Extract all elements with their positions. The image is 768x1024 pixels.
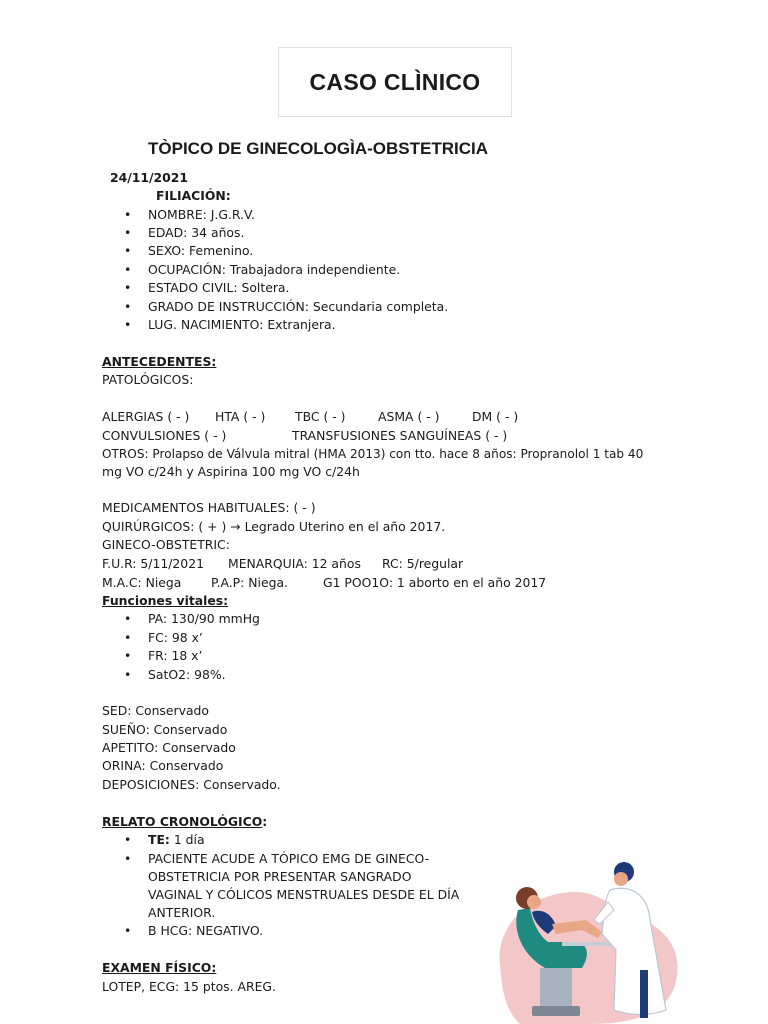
bullet: • <box>124 648 132 663</box>
g1: G1 POO1O: 1 aborto en el año 2017 <box>323 575 547 590</box>
te-line <box>148 832 205 848</box>
gynecology-exam-illustration <box>490 850 690 1024</box>
bullet: • <box>124 630 132 645</box>
bullet: • <box>124 667 132 682</box>
fur: F.U.R: 5/11/2021 <box>102 556 204 571</box>
transfusiones: TRANSFUSIONES SANGUÍNEAS ( - ) <box>292 428 508 443</box>
chair-base <box>540 968 572 1010</box>
chair-foot <box>532 1006 580 1016</box>
rc: RC: 5/regular <box>382 556 464 571</box>
filiacion-item: ESTADO CIVIL: Soltera. <box>148 280 290 295</box>
examen-line: LOTEP, ECG: 15 ptos. AREG. <box>102 979 276 994</box>
gineco-label: GINECO-OBSTETRIC: <box>102 537 230 552</box>
bullet: • <box>124 317 132 332</box>
bullet: • <box>124 611 132 626</box>
bullet: • <box>124 262 132 277</box>
bullet: • <box>124 923 132 938</box>
te-label: TE: <box>148 832 170 847</box>
otros-line-2: mg VO c/24h y Aspirina 100 mg VO c/24h <box>102 464 360 479</box>
medicamentos: MEDICAMENTOS HABITUALES: ( - ) <box>102 500 316 515</box>
page-subtitle: TÒPICO DE GINECOLOGÌA-OBSTETRICIA <box>148 139 489 158</box>
asma: ASMA ( - ) <box>378 409 440 424</box>
patient-face <box>527 895 541 909</box>
bullet: • <box>124 299 132 314</box>
antecedentes-heading: ANTECEDENTES: <box>102 354 217 369</box>
filiacion-heading: FILIACIÓN: <box>156 188 231 203</box>
relato-heading-text: RELATO CRONOLÓGICO <box>102 814 263 829</box>
page-title: CASO CLÌNICO <box>309 68 481 95</box>
funciones-heading: Funciones vitales: <box>102 593 229 608</box>
paciente-line: VAGINAL Y CÓLICOS MENSTRUALES DESDE EL DÍA <box>148 887 460 902</box>
title-box <box>278 47 512 117</box>
quirurgicos: QUIRÚRGICOS: ( + ) → Legrado Uterino en el año 2017. <box>102 519 446 534</box>
filiacion-item: OCUPACIÓN: Trabajadora independiente. <box>148 262 401 277</box>
menarquia: MENARQUIA: 12 años <box>228 556 361 571</box>
mac: M.A.C: Niega <box>102 575 182 590</box>
filiacion-item: GRADO DE INSTRUCCIÓN: Secundaria completa. <box>148 299 449 314</box>
doctor-leg <box>640 970 648 1018</box>
paciente-line: OBSTETRICIA POR PRESENTAR SANGRADO <box>148 869 412 884</box>
vital-item: FC: 98 x’ <box>148 630 203 645</box>
doctor-face <box>614 872 628 886</box>
vital-item: PA: 130/90 mmHg <box>148 611 260 626</box>
pap: P.A.P: Niega. <box>211 575 288 590</box>
examen-heading: EXAMEN FÍSICO: <box>102 960 217 975</box>
dm: DM ( - ) <box>472 409 519 424</box>
hta: HTA ( - ) <box>215 409 266 424</box>
patologicos-label: PATOLÓGICOS: <box>102 372 194 387</box>
habito-line: SED: Conservado <box>102 703 209 718</box>
bullet: • <box>124 280 132 295</box>
bullet: • <box>124 225 132 240</box>
habito-line: SUEÑO: Conservado <box>102 722 228 737</box>
tbc: TBC ( - ) <box>295 409 346 424</box>
bullet: • <box>124 832 132 847</box>
bullet: • <box>124 851 132 866</box>
convulsiones: CONVULSIONES ( - ) <box>102 428 227 443</box>
relato-heading <box>102 814 267 830</box>
paciente-line: PACIENTE ACUDE A TÓPICO EMG DE GINECO- <box>148 851 430 866</box>
otros-line-1: OTROS: Prolapso de Válvula mitral (HMA 2013) con tto. hace 8 años: Propranolol 1 tab 40 <box>102 447 644 461</box>
habito-line: ORINA: Conservado <box>102 758 224 773</box>
filiacion-item: EDAD: 34 años. <box>148 225 245 240</box>
te-value: 1 día <box>169 832 205 847</box>
bullet: • <box>124 243 132 258</box>
habito-line: APETITO: Conservado <box>102 740 236 755</box>
vital-item: FR: 18 x’ <box>148 648 203 663</box>
bhcg-line: B HCG: NEGATIVO. <box>148 923 264 938</box>
date: 24/11/2021 <box>110 170 189 185</box>
filiacion-item: LUG. NACIMIENTO: Extranjera. <box>148 317 336 332</box>
vital-item: SatO2: 98%. <box>148 667 226 682</box>
bullet: • <box>124 207 132 222</box>
filiacion-item: SEXO: Femenino. <box>148 243 254 258</box>
paciente-line: ANTERIOR. <box>148 905 216 920</box>
habito-line: DEPOSICIONES: Conservado. <box>102 777 281 792</box>
relato-heading-colon: : <box>262 814 268 829</box>
alergias: ALERGIAS ( - ) <box>102 409 190 424</box>
filiacion-item: NOMBRE: J.G.R.V. <box>148 207 255 222</box>
